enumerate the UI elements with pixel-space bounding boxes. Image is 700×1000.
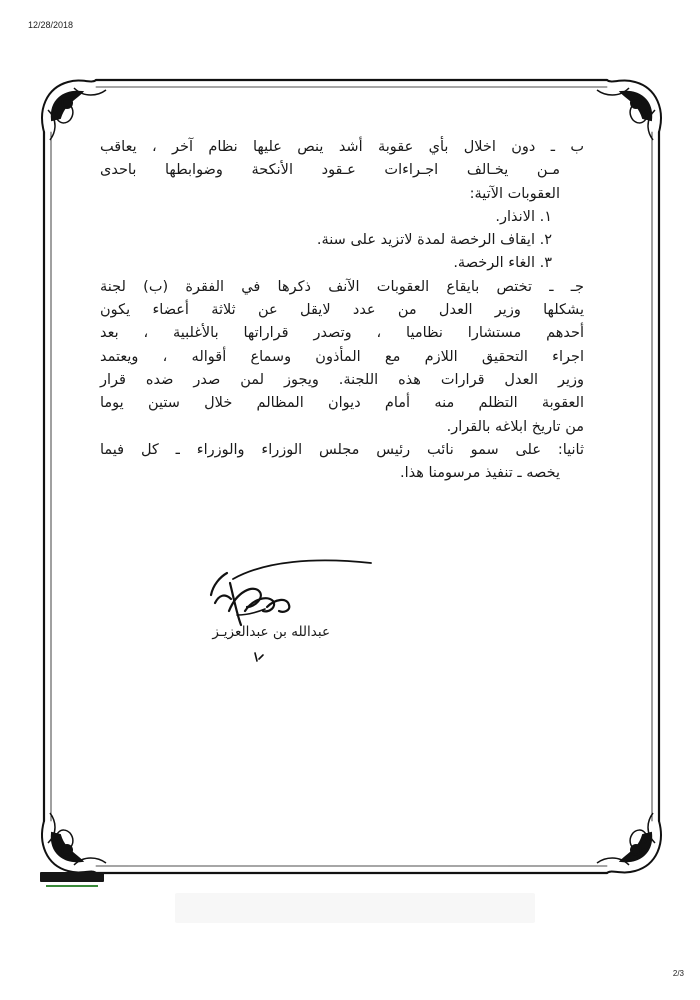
- page-number: 2/3: [672, 969, 684, 978]
- corner-ornament-bottom-left: [42, 813, 106, 873]
- decree-body: [100, 136, 584, 485]
- corner-ornament-bottom-right: [597, 813, 661, 873]
- decree-line: ٣. الغاء الرخصة.: [453, 255, 552, 272]
- decree-line: مـن يخـالف اجـراءات عـقود الأنكحة وضوابطها باحدى: [100, 162, 560, 179]
- faint-footer-band: [175, 893, 535, 923]
- decree-line: ب ـ دون اخلال بأي عقوبة أشد ينص عليها نظام آخر ، يعاقب: [100, 139, 584, 155]
- decree-line: يشكلها وزير العدل من عدد لايقل عن ثلاثة أعضاء يكون: [100, 302, 584, 319]
- decree-line: اجراء التحقيق اللازم مع المأذون وسماع أقواله ، ويعتمد: [100, 348, 584, 365]
- decree-line: ثانيا: على سمو نائب رئيس مجلس الوزراء والوزراء ـ كل فيما: [100, 441, 584, 458]
- decree-line: العقوبات الآتية:: [469, 185, 560, 202]
- decree-line: جـ ـ تختص بايقاع العقوبات الآنف ذكرها في الفقرة (ب) لجنة: [100, 278, 584, 295]
- decree-line: العقوبة التظلم منه أمام ديوان المظالم خلال ستين يوما: [100, 395, 584, 412]
- decree-line: يخصه ـ تنفيذ مرسومنا هذا.: [399, 465, 560, 482]
- decree-line: أحدهم مستشارا نظاميا ، وتصدر قراراتها بالأغلبية ، بعد: [100, 325, 584, 342]
- stamp-underline: [46, 885, 98, 887]
- stamp: [40, 872, 104, 882]
- decree-line: ١. الانذار.: [495, 208, 552, 225]
- decree-line: ٢. ايقاف الرخصة لمدة لاتزيد على سنة.: [316, 232, 552, 249]
- corner-ornament-top-right: [597, 80, 661, 140]
- decree-line: وزير العدل قرارات هذه اللجنة. ويجوز لمن صدر ضده قرار: [100, 371, 584, 388]
- decree-line: من تاريخ ابلاغه بالقرار.: [446, 418, 584, 435]
- corner-ornament-top-left: [42, 80, 106, 140]
- print-date: 12/28/2018: [28, 20, 74, 30]
- signer-name: عبدالله بن عبدالعزيـز: [212, 624, 330, 640]
- handwritten-signature: [175, 555, 375, 685]
